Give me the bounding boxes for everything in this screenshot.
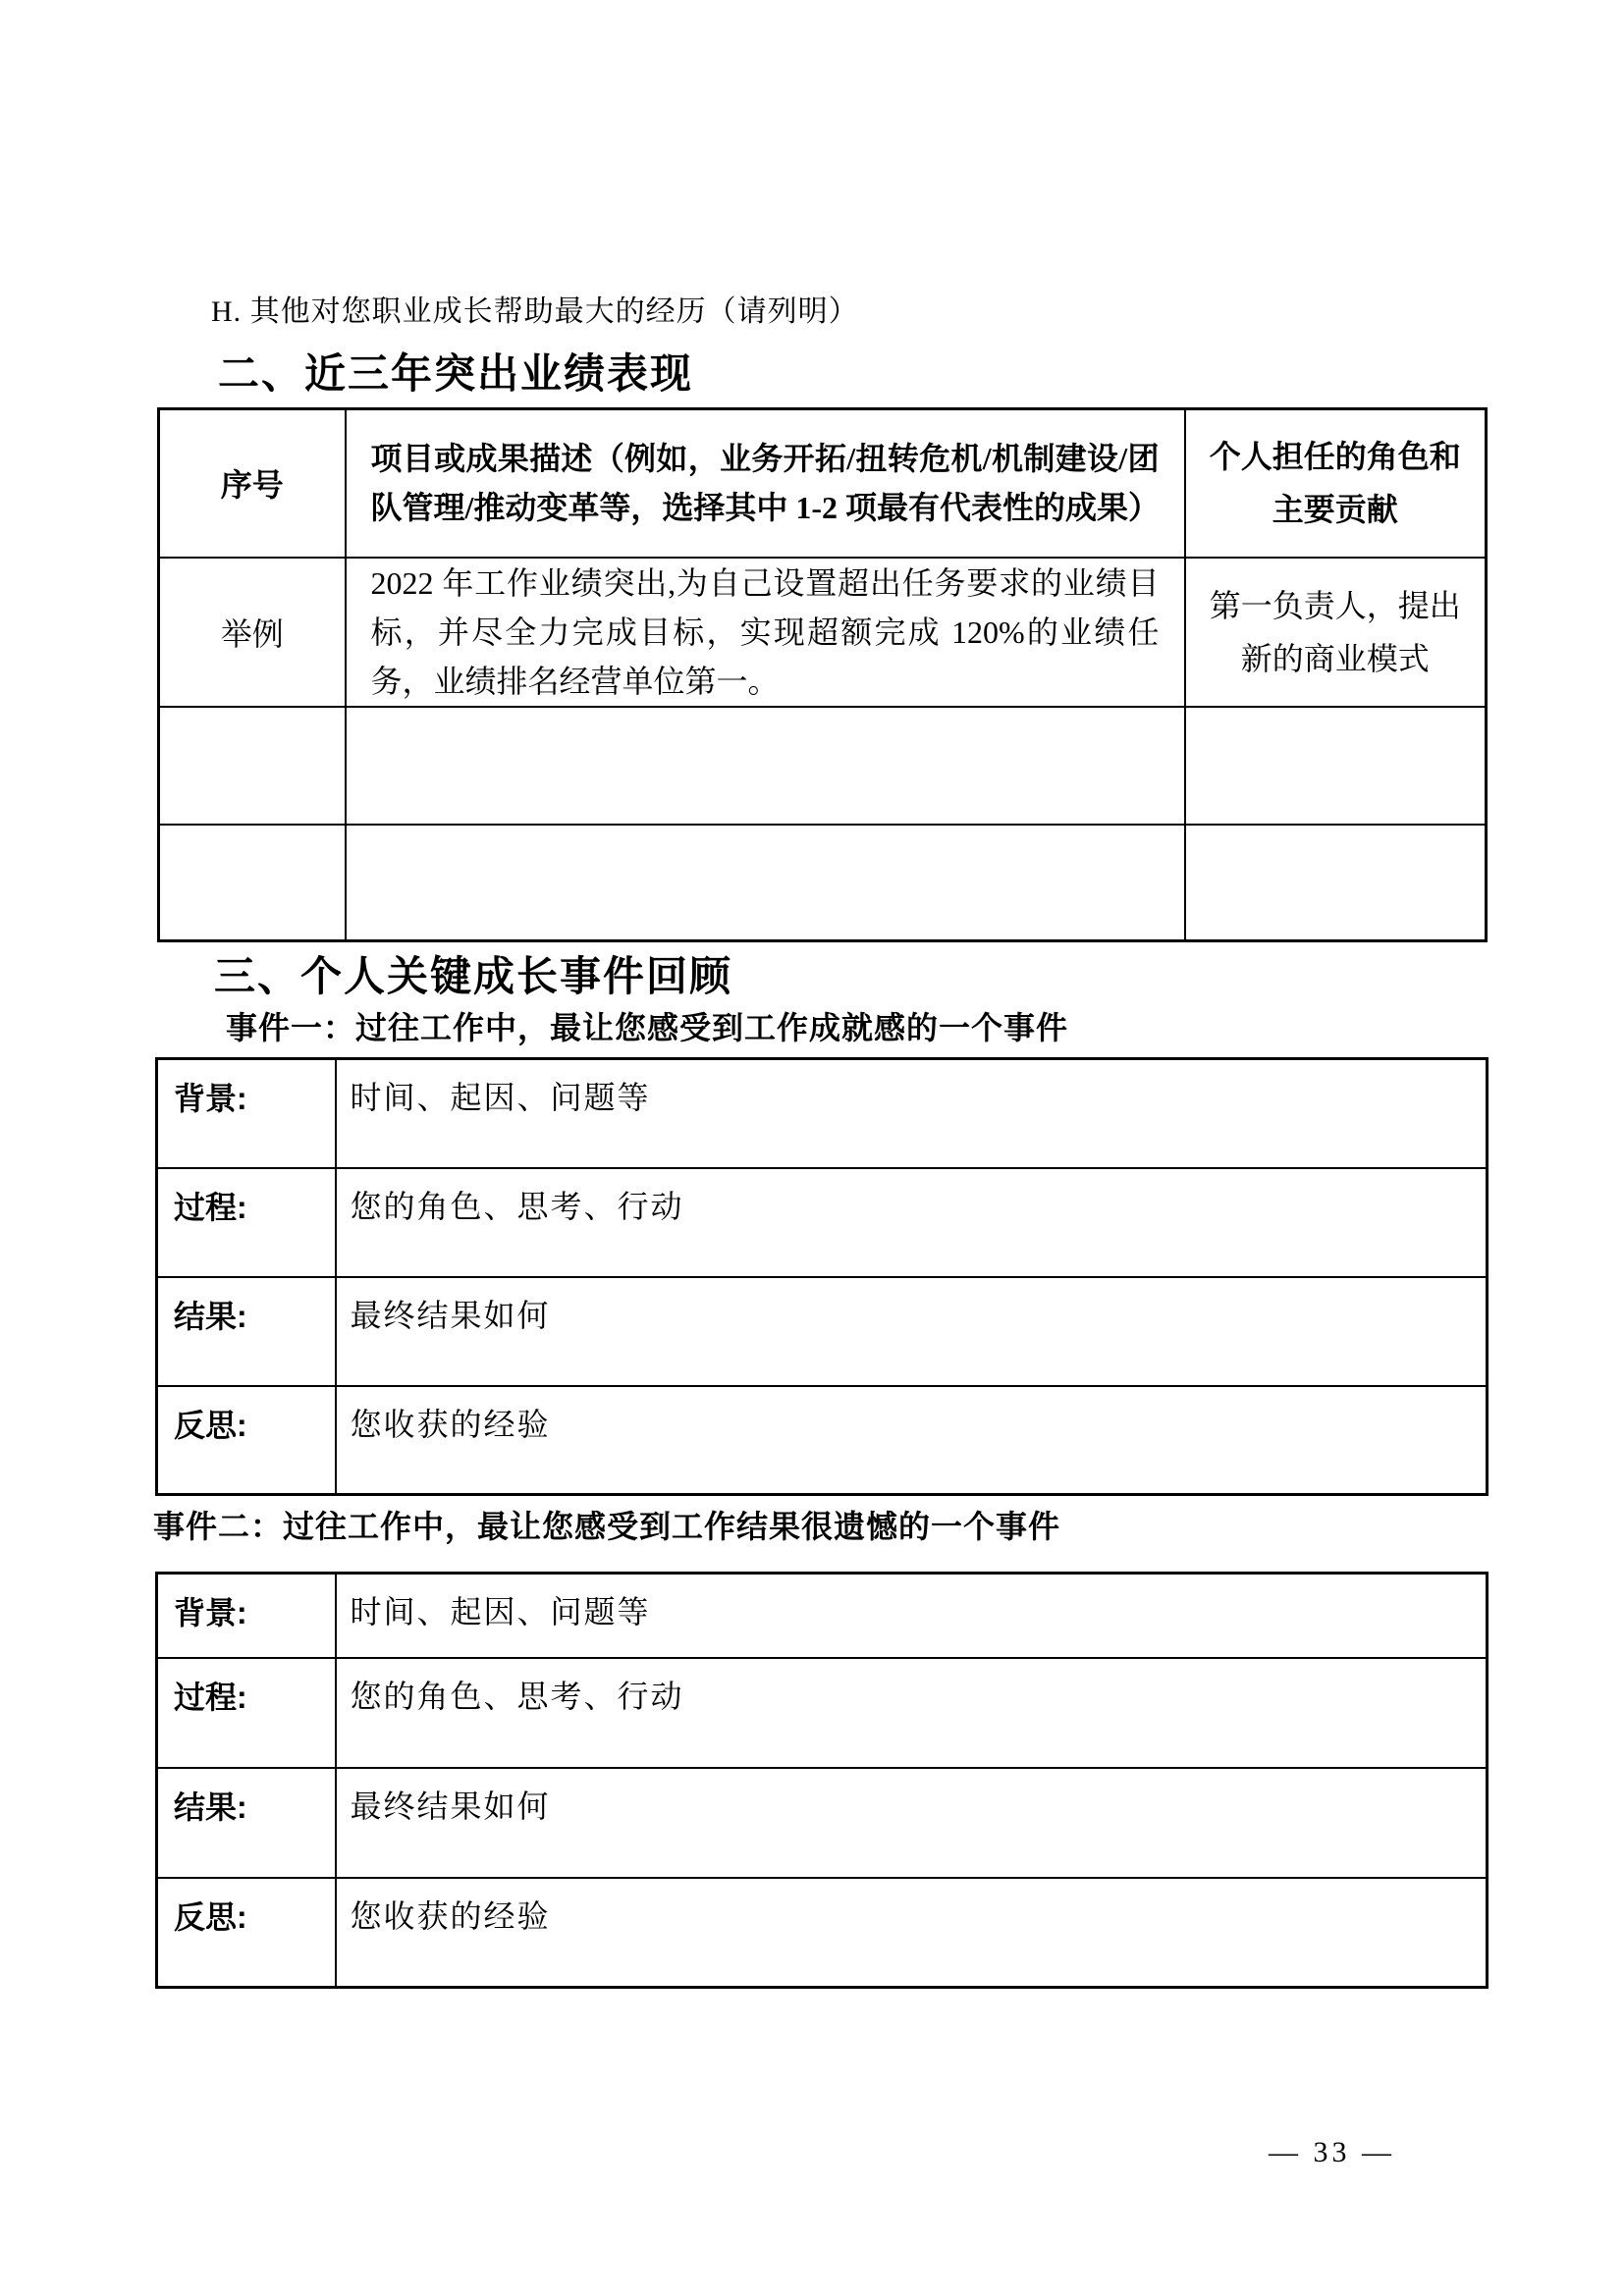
header-cell-role: 个人担任的角色和主要贡献 — [1185, 409, 1487, 558]
table-row — [157, 1059, 1488, 1168]
performance-header-row — [159, 409, 1487, 558]
event1-label-process: 过程: — [157, 1168, 336, 1277]
empty-cell-no[interactable] — [159, 707, 346, 825]
header-cell-no: 序号 — [159, 409, 346, 558]
table-row — [159, 707, 1487, 825]
section3-title: 三、个人关键成长事件回顾 — [214, 953, 733, 999]
event1-label-result: 结果: — [157, 1277, 336, 1386]
example-cell-role: 第一负责人，提出新的商业模式 — [1185, 558, 1487, 707]
table-row — [157, 1658, 1488, 1768]
page-number: — 33 — — [1269, 2136, 1395, 2168]
table-row — [159, 558, 1487, 707]
event2-hint-process[interactable]: 您的角色、思考、行动 — [336, 1658, 1488, 1768]
event2-label-reflection: 反思: — [157, 1878, 336, 1988]
event1-table — [155, 1057, 1489, 1496]
performance-table — [157, 407, 1488, 942]
event1-hint-reflection[interactable]: 您收获的经验 — [336, 1386, 1488, 1495]
event1-label-background: 背景: — [157, 1059, 336, 1168]
empty-cell-desc[interactable] — [346, 825, 1185, 941]
example-cell-desc: 2022 年工作业绩突出,为自己设置超出任务要求的业绩目标，并尽全力完成目标，实现超额完成 120%的业绩任务，业绩排名经营单位第一。 — [346, 558, 1185, 707]
event1-hint-result[interactable]: 最终结果如何 — [336, 1277, 1488, 1386]
event2-label-result: 结果: — [157, 1768, 336, 1878]
empty-cell-desc[interactable] — [346, 707, 1185, 825]
event2-hint-reflection[interactable]: 您收获的经验 — [336, 1878, 1488, 1988]
event1-label-reflection: 反思: — [157, 1386, 336, 1495]
table-row — [157, 1386, 1488, 1495]
table-row — [157, 1768, 1488, 1878]
empty-cell-no[interactable] — [159, 825, 346, 941]
table-row — [157, 1878, 1488, 1988]
event1-subtitle: 事件一：过往工作中，最让您感受到工作成就感的一个事件 — [226, 1010, 1069, 1045]
event2-label-background: 背景: — [157, 1574, 336, 1658]
table-row — [157, 1168, 1488, 1277]
table-row — [157, 1277, 1488, 1386]
item-h-text: H. 其他对您职业成长帮助最大的经历（请列明） — [211, 295, 859, 328]
event1-hint-process[interactable]: 您的角色、思考、行动 — [336, 1168, 1488, 1277]
header-cell-desc: 项目或成果描述（例如，业务开拓/扭转危机/机制建设/团队管理/推动变革等，选择其中 1-2 项最有代表性的成果） — [346, 409, 1185, 558]
event2-subtitle: 事件二：过往工作中，最让您感受到工作结果很遗憾的一个事件 — [153, 1509, 1061, 1544]
table-row — [157, 1574, 1488, 1658]
example-cell-no: 举例 — [159, 558, 346, 707]
event2-hint-background[interactable]: 时间、起因、问题等 — [336, 1574, 1488, 1658]
event2-table — [155, 1572, 1489, 1989]
event1-hint-background[interactable]: 时间、起因、问题等 — [336, 1059, 1488, 1168]
section2-title: 二、近三年突出业绩表现 — [218, 350, 694, 397]
table-row — [159, 825, 1487, 941]
empty-cell-role[interactable] — [1185, 825, 1487, 941]
event2-label-process: 过程: — [157, 1658, 336, 1768]
event2-hint-result[interactable]: 最终结果如何 — [336, 1768, 1488, 1878]
empty-cell-role[interactable] — [1185, 707, 1487, 825]
